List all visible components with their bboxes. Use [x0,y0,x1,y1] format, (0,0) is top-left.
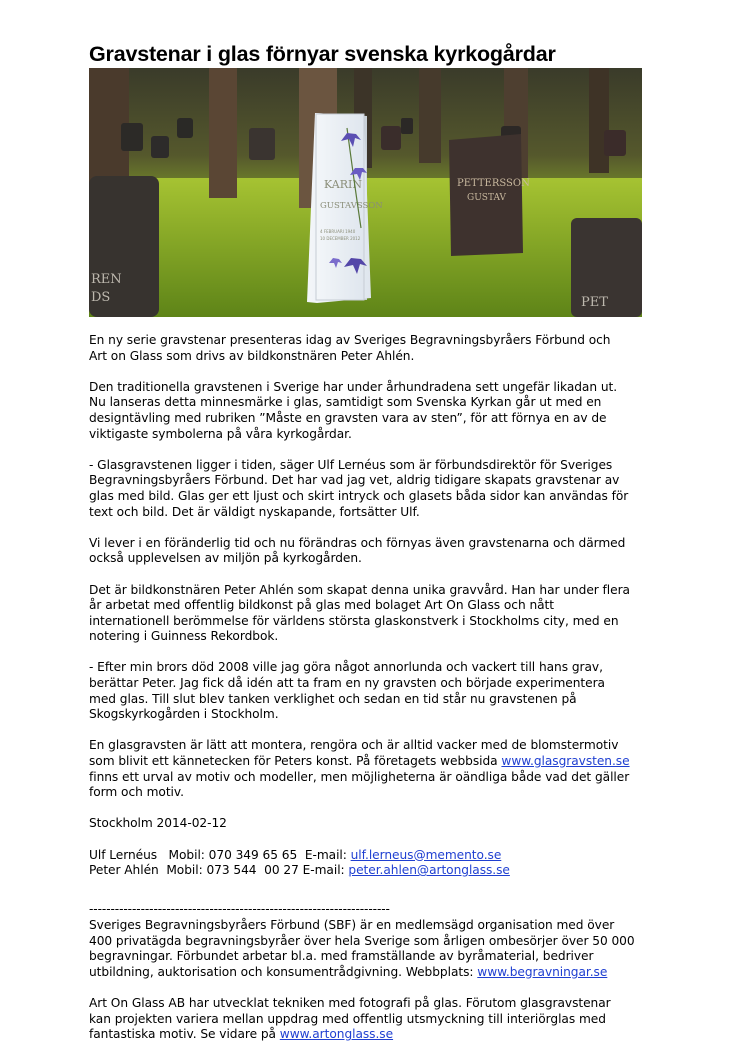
text-line: Vi lever i en föränderlig tid och nu förändras och förnyas även gravstenarna och därmed [89,535,626,550]
left-stone-text-1: REN [91,272,122,287]
text-line: Begravningsbyråers Förbund. Det har vad jag vet, aldrig tidigare skapats gravstenar av [89,473,620,488]
article-title: Gravstenar i glas förnyar svenska kyrkogårdar [89,42,556,66]
paragraph-website [89,738,664,800]
glass-stone-dates-1: 4 FEBRUARI 1940 [320,229,356,234]
text-line: 400 privatägda begravningsbyråer över hela Sverige som årligen ombesörjer över 50 000 [89,933,635,948]
begravningar-link[interactable]: www.begravningar.se [477,964,608,979]
text-line: glas med bild. Glas ger ett ljust och skirt intryck och glasets båda sidor kan användas för [89,488,629,503]
glass-stone-dates-2: 10 DECEMBER 2012 [320,236,361,241]
glass-stone-name-2: GUSTAVSSON [320,201,383,211]
text-line: text och bild. Det är väldigt nyskapande, fortsätter Ulf. [89,504,420,519]
glass-stone-name-1: KARIN [324,178,362,191]
page [89,40,664,68]
right-stone-text: PET [581,295,608,310]
text-line: med glas. Till slut blev tanken verklighet och sedan en tid står nu gravstenen på [89,691,577,706]
rear-stone-line-1: PETTERSSON [457,178,530,189]
contact-peter [89,863,664,879]
about-sbf [89,902,664,980]
text-line: notering i Guinness Rekordbok. [89,629,279,644]
paragraph-tradition [89,380,664,442]
text-line: begravningar. Förbundet arbetar bl.a. med framställande av byråmaterial, bedriver [89,949,594,964]
contact-text: Ulf Lernéus Mobil: 070 349 65 65 E-mail: [89,847,351,862]
paragraph-changing-times [89,536,664,567]
contacts [89,848,664,879]
text-line: år arbetat med offentlig bildkonst på glas med bolaget Art On Glass och nått [89,598,554,613]
article-photo [89,68,642,317]
text-line: Art On Glass AB har utvecklat tekniken med fotografi på glas. Förutom glasgravstenar [89,995,611,1010]
text-line: designtävling med rubriken ”Måste en gravsten vara av sten”, för att förnya en av de [89,410,607,425]
text-line: En ny serie gravstenar presenteras idag av Sveriges Begravningsbyråers Förbund och [89,333,611,347]
glass-gravestone-photo [89,68,642,317]
text-line: form och motiv. [89,785,184,800]
rear-stone-line-2: GUSTAV [467,193,507,203]
text-line: också upplevelsen av miljön på kyrkogården. [89,551,362,566]
text-fragment: som blivit ett kännetecken för Peters konst. På företagets webbsida [89,754,502,769]
spacer [89,894,664,902]
paragraph-intro [89,333,664,364]
glasgravsten-link[interactable]: www.glasgravsten.se [501,754,630,769]
text-line: internationell berömmelse för världens största glaskonstverk i Stockholms city, med en [89,613,619,628]
contact-text: Peter Ahlén Mobil: 073 544 00 27 E-mail: [89,863,349,878]
text-line: finns ett urval av motiv och modeller, men möjligheterna är oändliga både vad det gäller [89,769,630,784]
text-line: Nu lanseras detta minnesmärke i glas, samtidigt som Svenska Kyrkan går ut med en [89,395,602,410]
about-art-on-glass [89,996,664,1043]
text-line: Den traditionella gravstenen i Sverige har under århundradena sett ungefär likadan ut. [89,379,618,394]
text-fragment: utbildning, auktorisation och konsumentrådgivning. Webbplats: [89,964,478,979]
separator-line: ---------------------------------------------------------------------- [89,902,390,917]
paragraph-quote-ulf [89,458,664,520]
paragraph-artist [89,583,664,645]
email-link-peter[interactable]: peter.ahlen@artonglass.se [348,863,510,878]
text-line [89,754,664,770]
email-link-ulf[interactable]: ulf.lerneus@memento.se [350,847,502,862]
text-line: Skogskyrkogården i Stockholm. [89,707,279,722]
dateline-text: Stockholm 2014-02-12 [89,816,227,831]
text-line [89,965,664,981]
text-line: viktigaste symbolerna på våra kyrkogårdar. [89,426,352,441]
text-line: En glasgravsten är lätt att montera, rengöra och är alltid vacker med de blomstermotiv [89,738,619,753]
text-line: kan projekten variera mellan uppdrag med offentlig utsmyckning till interiörglas med [89,1011,606,1026]
text-line: - Glasgravstenen ligger i tiden, säger Ulf Lernéus som är förbundsdirektör för Sveriges [89,457,613,472]
text-line: Sveriges Begravningsbyråers Förbund (SBF) är en medlemsägd organisation med över [89,917,615,932]
text-line: Det är bildkonstnären Peter Ahlén som skapat denna unika gravvård. Han har under flera [89,582,630,597]
text-line: berättar Peter. Jag fick då idén att ta fram en ny gravsten och började experimentera [89,676,605,691]
text-fragment: fantastiska motiv. Se vidare på [89,1027,280,1042]
text-line [89,1027,664,1043]
article-body [89,333,664,1043]
paragraph-quote-peter [89,660,664,722]
text-line: - Efter min brors död 2008 ville jag göra något annorlunda och vackert till hans grav, [89,660,603,675]
left-stone-text-2: DS [91,290,111,305]
dateline [89,816,664,832]
artonglass-link[interactable]: www.artonglass.se [279,1027,394,1042]
contact-ulf [89,848,664,864]
text-line: Art on Glass som drivs av bildkonstnären Peter Ahlén. [89,348,415,363]
